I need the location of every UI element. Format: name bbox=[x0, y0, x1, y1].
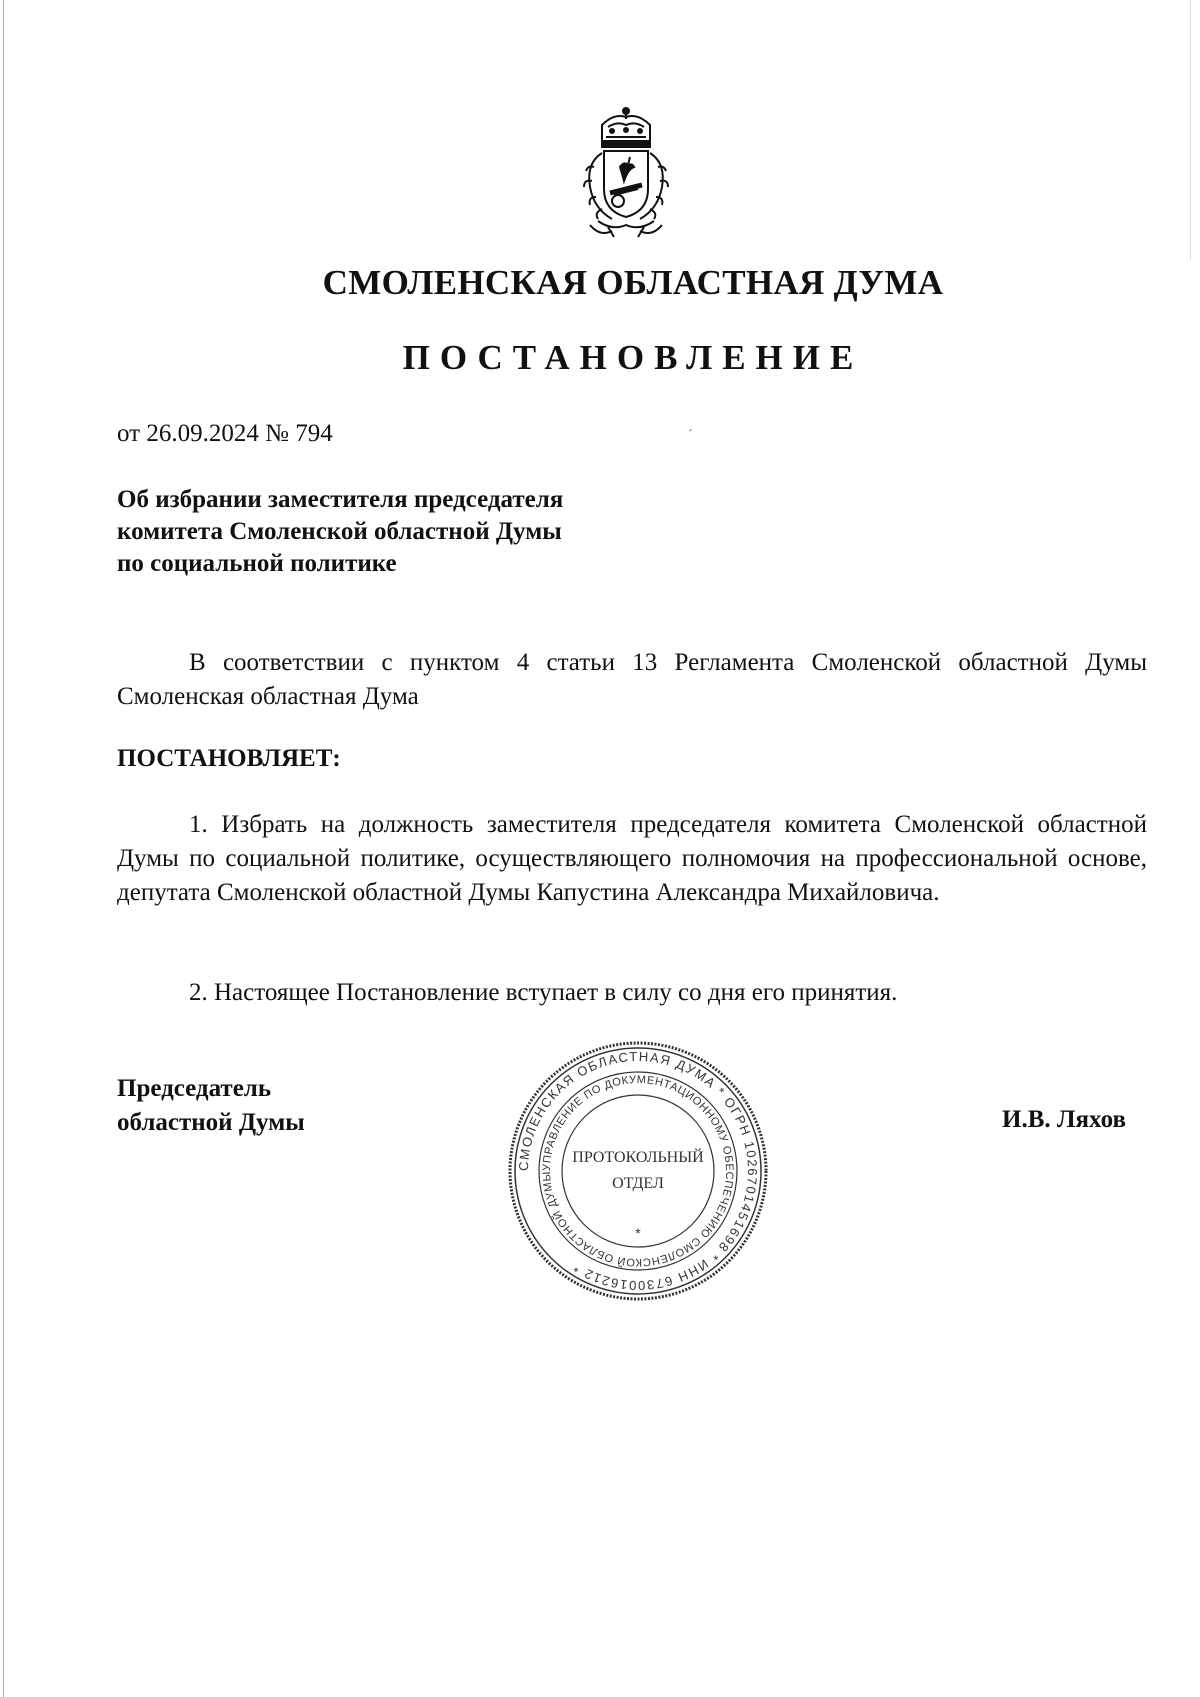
seal-star-icon: * bbox=[635, 1225, 641, 1241]
scan-edge-line-right bbox=[1190, 0, 1191, 260]
seal-center-line: ПРОТОКОЛЬНЫЙ bbox=[572, 1149, 704, 1166]
document-subject bbox=[117, 484, 677, 580]
seal-center-line: ОТДЕЛ bbox=[612, 1175, 664, 1192]
signatory-name: И.В. Ляхов bbox=[1002, 1106, 1126, 1133]
organization-title: СМОЛЕНСКАЯ ОБЛАСТНАЯ ДУМА bbox=[322, 263, 944, 302]
preamble-paragraph: В соответствии с пунктом 4 статьи 13 Регламента Смоленской областной Думы Смоленская областная Дума bbox=[117, 649, 1147, 710]
coat-of-arms-emblem bbox=[568, 107, 684, 241]
document-date-number: от 26.09.2024 № 794 bbox=[117, 420, 333, 447]
seal-outer-text: СМОЛЕНСКАЯ ОБЛАСТНАЯ ДУМА * ОГРН 1026701451698 * ИНН 6730016212 * bbox=[515, 1048, 761, 1294]
signatory-title bbox=[117, 1072, 305, 1140]
scan-edge-line bbox=[3, 0, 4, 1697]
signatory-title-line: Председатель bbox=[117, 1075, 272, 1102]
official-seal bbox=[505, 1038, 771, 1304]
scan-speck: ´ bbox=[688, 428, 693, 443]
subject-line: комитета Смоленской областной Думы bbox=[117, 518, 562, 545]
subject-line: Об избрании заместителя председателя bbox=[117, 486, 564, 513]
subject-line: по социальной политике bbox=[117, 550, 397, 577]
signatory-title-line: областной Думы bbox=[117, 1109, 305, 1136]
resolution-item: 1. Избрать на должность заместителя председателя комитета Смоленской областной Думы по социальной политике, осуществляющего полномочия на профессиональной основе, депутата Смоленской областной Думы Капустина Александра Михайловича. bbox=[117, 811, 1147, 906]
document-type-heading: ПОСТАНОВЛЕНИЕ bbox=[402, 338, 864, 377]
resolves-heading: ПОСТАНОВЛЯЕТ: bbox=[117, 745, 341, 772]
seal-inner-text: УПРАВЛЕНИЕ ПО ДОКУМЕНТАЦИОННОМУ ОБЕСПЕЧЕНИЮ СМОЛЕНСКОЙ ОБЛАСТНОЙ ДУМЫ bbox=[540, 1073, 736, 1269]
resolution-item: 2. Настоящее Постановление вступает в силу со дня его принятия. bbox=[189, 979, 898, 1006]
